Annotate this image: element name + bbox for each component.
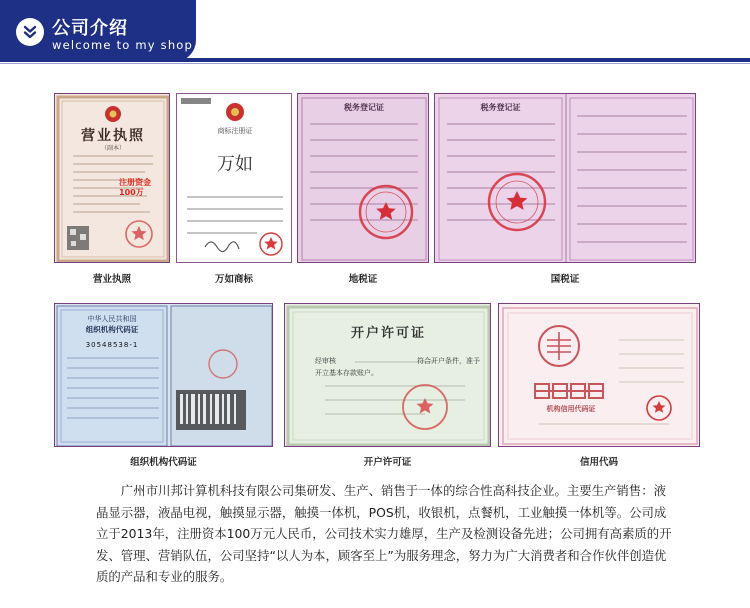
header-subtitle: welcome to my shop (52, 38, 194, 52)
cert-label-business-license: 营业执照 (92, 274, 131, 285)
national-tax-cert-image (434, 93, 696, 263)
header-divider (0, 58, 750, 62)
org-code-title-2: 组织机构代码证 (85, 325, 139, 334)
registered-capital-note: 注册资金 100万 (119, 178, 151, 197)
cert-label-national-tax: 国税证 (550, 274, 580, 285)
cert-label-trademark: 万如商标 (214, 274, 253, 285)
trademark-cert-image (176, 93, 292, 263)
license-doc-title: 营业执照 (81, 128, 145, 144)
trademark-doc-title: 商标注册证 (217, 127, 253, 135)
trademark-brand-text: 万如 (217, 154, 253, 175)
local-tax-doc-title: 税务登记证 (344, 103, 384, 112)
company-intro-paragraph: 广州市川邦计算机科技有限公司集研发、生产、销售于一体的综合性高科技企业。主要生产销售：液晶显示器，液晶电视，触摸显示器，触摸一体机，POS机，收银机，点餐机，工业触摸一体机等。公司成立于2013年，注册资本100万元人民币，公司技术实力雄厚，生产及检测设备先进；公司拥有高素质的开发、管理、营销队伍，公司坚持“以人为本，顾客至上”为服务理念，努力为广大消费者和合作伙伴创造优质的产品和专业的服务。 (96, 483, 672, 584)
organization-code-cert-image (54, 303, 273, 447)
org-code-title-1: 中华人民共和国 (87, 315, 137, 323)
permit-field-account: 开立基本存款账户。 (315, 369, 378, 377)
permit-field-eligible: 符合开户条件，准予 (417, 357, 480, 365)
permit-doc-title: 开户许可证 (350, 326, 426, 341)
cert-label-local-tax: 地税证 (348, 274, 378, 285)
credit-code-doc-title: 机构信用代码证 (546, 405, 596, 413)
credit-code-cert-image (498, 303, 700, 447)
header-title: 公司介绍 (52, 18, 128, 39)
chevron-down-icon (16, 18, 44, 46)
cert-label-organization-code: 组织机构代码证 (130, 457, 197, 468)
local-tax-cert-image (297, 93, 429, 263)
header-divider-thin (0, 63, 750, 64)
permit-field-approved: 经审核 (315, 357, 336, 365)
business-license-image (54, 93, 170, 263)
page-header (0, 0, 750, 66)
cert-label-account-permit: 开户许可证 (363, 457, 412, 468)
license-doc-subtitle: （副本） (100, 145, 125, 152)
org-code-number: 30548538-1 (85, 341, 139, 349)
account-permit-cert-image (284, 303, 491, 447)
national-tax-doc-title: 税务登记证 (480, 103, 521, 112)
cert-label-credit-code: 信用代码 (579, 457, 618, 468)
